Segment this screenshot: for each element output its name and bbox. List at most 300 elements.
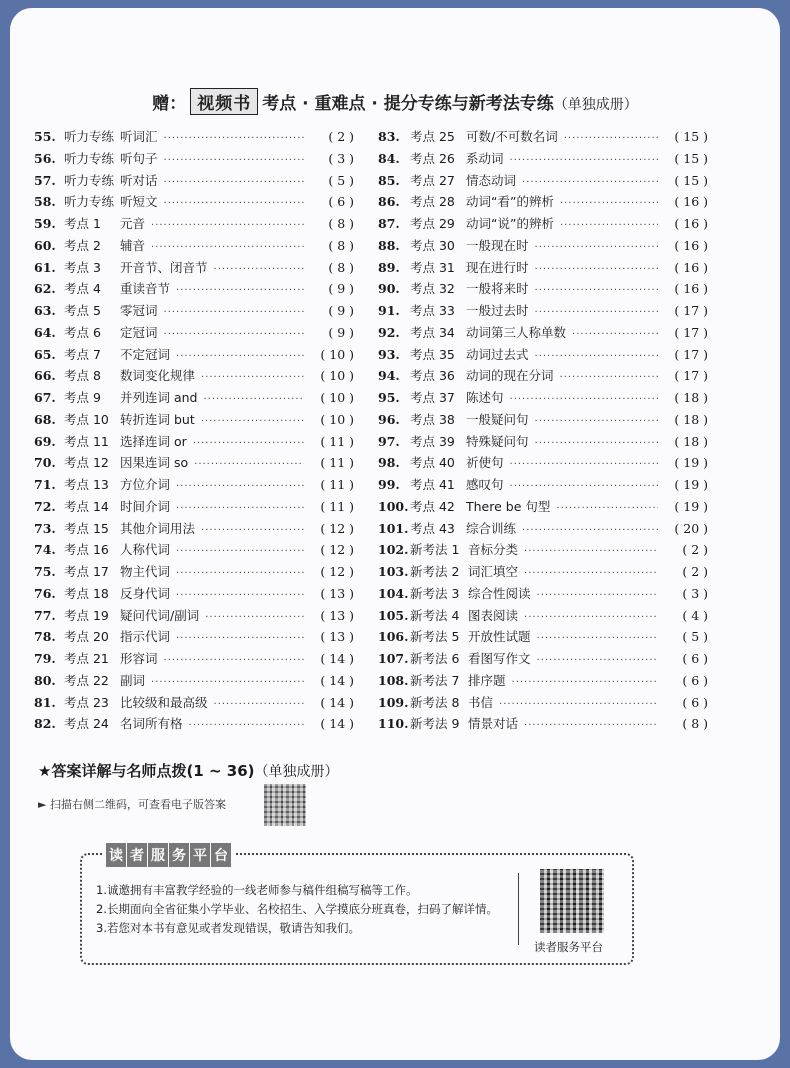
toc-section: 新考法 4 bbox=[410, 607, 460, 623]
toc-page: ( 16 ) bbox=[674, 259, 708, 275]
toc-section: 考点 37 bbox=[410, 390, 455, 405]
toc-number: 67. bbox=[34, 390, 56, 405]
toc-number: 97. bbox=[378, 433, 400, 449]
toc-leader-dots bbox=[535, 237, 658, 259]
service-title-char: 平 bbox=[190, 843, 210, 867]
toc-title: 并列连词 and bbox=[120, 390, 198, 405]
toc-leader-dots bbox=[499, 694, 658, 716]
toc-leader-dots bbox=[510, 150, 658, 172]
toc-page: ( 4 ) bbox=[682, 607, 708, 623]
toc-leader-dots bbox=[205, 607, 304, 629]
toc-number: 78. bbox=[34, 629, 56, 645]
toc-section: 考点 18 bbox=[64, 585, 109, 601]
toc-page: ( 8 ) bbox=[328, 237, 354, 253]
toc-number: 81. bbox=[34, 694, 56, 710]
toc-row bbox=[378, 605, 708, 627]
toc-title: 综合性阅读 bbox=[468, 585, 531, 601]
toc-row bbox=[34, 561, 354, 583]
toc-number: 109. bbox=[378, 694, 409, 710]
toc-title: There be 句型 bbox=[466, 498, 551, 514]
toc-section: 听力专练 bbox=[64, 194, 115, 210]
toc-title: 名词所有格 bbox=[120, 716, 183, 732]
toc-section: 新考法 1 bbox=[410, 542, 460, 558]
toc-title: 综合训练 bbox=[466, 520, 517, 536]
toc-leader-dots bbox=[510, 454, 658, 476]
toc-page: ( 9 ) bbox=[328, 303, 354, 318]
toc-leader-dots bbox=[193, 433, 304, 455]
toc-page: ( 8 ) bbox=[328, 216, 354, 231]
toc-page: ( 17 ) bbox=[674, 346, 708, 362]
toc-title: 数词变化规律 bbox=[120, 368, 196, 384]
toc-row bbox=[378, 191, 708, 213]
toc-number: 86. bbox=[378, 194, 400, 210]
toc-page: ( 10 ) bbox=[320, 346, 354, 362]
toc-leader-dots bbox=[164, 302, 304, 324]
toc-number: 62. bbox=[34, 281, 56, 297]
toc-leader-dots bbox=[164, 324, 304, 346]
toc-number: 96. bbox=[378, 411, 400, 427]
toc-row bbox=[378, 670, 708, 692]
toc-number: 77. bbox=[34, 607, 56, 623]
toc-row bbox=[34, 713, 354, 735]
toc-page: ( 15 ) bbox=[674, 172, 708, 188]
toc-title: 动词“说”的辨析 bbox=[466, 216, 554, 231]
toc-page: ( 13 ) bbox=[320, 585, 354, 601]
toc-section: 考点 33 bbox=[410, 303, 455, 318]
toc-page: ( 14 ) bbox=[320, 651, 354, 666]
toc-leader-dots bbox=[164, 193, 304, 215]
toc-number: 91. bbox=[378, 303, 400, 318]
toc-title: 元音 bbox=[120, 216, 146, 231]
toc-leader-dots bbox=[189, 715, 304, 737]
toc-page: ( 13 ) bbox=[320, 607, 354, 623]
toc-row bbox=[34, 474, 354, 496]
toc-title: 物主代词 bbox=[120, 564, 171, 579]
toc-section: 考点 7 bbox=[64, 346, 101, 362]
toc-row bbox=[34, 583, 354, 605]
toc-title: 人称代词 bbox=[120, 542, 171, 558]
toc-row bbox=[34, 539, 354, 561]
toc-leader-dots bbox=[524, 541, 658, 563]
toc-page: ( 10 ) bbox=[320, 390, 354, 405]
toc-section: 新考法 3 bbox=[410, 585, 460, 601]
toc-page: ( 16 ) bbox=[674, 194, 708, 210]
toc-title: 书信 bbox=[468, 694, 494, 710]
toc-row bbox=[378, 213, 708, 235]
toc-page: ( 19 ) bbox=[674, 498, 708, 514]
toc-row bbox=[378, 387, 708, 409]
toc-leader-dots bbox=[176, 585, 304, 607]
toc-row bbox=[34, 670, 354, 692]
toc-page: ( 19 ) bbox=[674, 455, 708, 471]
toc-row bbox=[378, 257, 708, 279]
toc-row bbox=[34, 431, 354, 453]
toc-section: 考点 6 bbox=[64, 324, 101, 340]
toc-title: 零冠词 bbox=[120, 303, 158, 318]
toc-number: 100. bbox=[378, 498, 409, 514]
toc-number: 82. bbox=[34, 716, 56, 732]
toc-leader-dots bbox=[524, 563, 658, 585]
toc-row bbox=[34, 170, 354, 192]
toc-number: 94. bbox=[378, 368, 400, 384]
answers-note: （单独成册） bbox=[254, 764, 339, 780]
toc-title: 现在进行时 bbox=[466, 259, 529, 275]
toc-title: 一般疑问句 bbox=[466, 411, 529, 427]
toc-leader-dots bbox=[510, 476, 658, 498]
toc-section: 考点 4 bbox=[64, 281, 101, 297]
toc-title: 听对话 bbox=[120, 172, 158, 188]
toc-section: 考点 21 bbox=[64, 651, 109, 666]
toc-leader-dots bbox=[512, 672, 658, 694]
toc-number: 107. bbox=[378, 651, 409, 666]
toc-page: ( 6 ) bbox=[328, 194, 354, 210]
toc-left-column bbox=[34, 126, 354, 735]
toc-number: 72. bbox=[34, 498, 56, 514]
toc-title: 开音节、闭音节 bbox=[120, 259, 208, 275]
toc-number: 70. bbox=[34, 455, 56, 471]
toc-page: ( 18 ) bbox=[674, 433, 708, 449]
toc-title: 动词过去式 bbox=[466, 346, 529, 362]
toc-page: ( 12 ) bbox=[320, 564, 354, 579]
toc-number: 83. bbox=[378, 129, 400, 144]
toc-leader-dots bbox=[176, 498, 304, 520]
toc-leader-dots bbox=[535, 346, 658, 368]
toc-row bbox=[378, 648, 708, 670]
toc-section: 考点 27 bbox=[410, 172, 455, 188]
toc-number: 93. bbox=[378, 346, 400, 362]
toc-row bbox=[34, 278, 354, 300]
toc-number: 74. bbox=[34, 542, 56, 558]
toc-row bbox=[378, 692, 708, 714]
toc-section: 考点 42 bbox=[410, 498, 455, 514]
toc-title: 听短文 bbox=[120, 194, 158, 210]
toc-page: ( 2 ) bbox=[328, 129, 354, 144]
toc-number: 66. bbox=[34, 368, 56, 384]
toc-page: ( 9 ) bbox=[328, 324, 354, 340]
toc-section: 新考法 5 bbox=[410, 629, 460, 645]
toc-section: 听力专练 bbox=[64, 129, 115, 144]
toc-number: 90. bbox=[378, 281, 400, 297]
toc-page: ( 14 ) bbox=[320, 672, 354, 688]
toc-number: 69. bbox=[34, 433, 56, 449]
toc-leader-dots bbox=[176, 541, 304, 563]
toc-leader-dots bbox=[524, 715, 658, 737]
toc-row bbox=[378, 322, 708, 344]
toc-number: 79. bbox=[34, 651, 56, 666]
toc-row bbox=[34, 626, 354, 648]
toc-leader-dots bbox=[214, 259, 304, 281]
toc-leader-dots bbox=[151, 237, 304, 259]
toc-number: 63. bbox=[34, 303, 56, 318]
service-qr-code[interactable] bbox=[540, 869, 604, 933]
header-title: 考点 · 重难点 · 提分专练与新考法专练 bbox=[262, 94, 554, 114]
toc-number: 68. bbox=[34, 411, 56, 427]
toc-section: 考点 15 bbox=[64, 520, 109, 536]
gift-header bbox=[10, 88, 780, 115]
header-prefix: 赠： bbox=[152, 94, 187, 114]
toc-row bbox=[34, 365, 354, 387]
toc-number: 58. bbox=[34, 194, 56, 210]
toc-page: ( 2 ) bbox=[682, 564, 708, 579]
toc-row bbox=[34, 518, 354, 540]
toc-number: 56. bbox=[34, 150, 56, 166]
toc-title: 疑问代词/副词 bbox=[120, 607, 200, 623]
toc-leader-dots bbox=[556, 498, 658, 520]
toc-title: 副词 bbox=[120, 672, 146, 688]
toc-section: 考点 30 bbox=[410, 237, 455, 253]
toc-page: ( 11 ) bbox=[320, 455, 354, 471]
toc-title: 不定冠词 bbox=[120, 346, 171, 362]
toc-leader-dots bbox=[164, 150, 304, 172]
toc-row bbox=[378, 452, 708, 474]
toc-title: 辅音 bbox=[120, 237, 146, 253]
toc-leader-dots bbox=[537, 650, 658, 672]
page bbox=[10, 8, 780, 1060]
toc-section: 新考法 7 bbox=[410, 672, 460, 688]
toc-section: 考点 19 bbox=[64, 607, 109, 623]
toc-page: ( 10 ) bbox=[320, 368, 354, 384]
answers-qr-code[interactable] bbox=[264, 784, 306, 826]
toc-page: ( 14 ) bbox=[320, 716, 354, 732]
toc-section: 考点 41 bbox=[410, 477, 455, 492]
toc-title: 动词第三人称单数 bbox=[466, 324, 567, 340]
toc-section: 考点 25 bbox=[410, 129, 455, 144]
toc-section: 考点 5 bbox=[64, 303, 101, 318]
toc-row bbox=[378, 148, 708, 170]
toc-number: 103. bbox=[378, 564, 409, 579]
toc-title: 情景对话 bbox=[468, 716, 519, 732]
toc-section: 考点 32 bbox=[410, 281, 455, 297]
toc-page: ( 8 ) bbox=[328, 259, 354, 275]
toc-row bbox=[378, 539, 708, 561]
toc-title: 陈述句 bbox=[466, 390, 504, 405]
toc-number: 105. bbox=[378, 607, 409, 623]
toc-section: 考点 13 bbox=[64, 477, 109, 492]
toc-leader-dots bbox=[164, 650, 304, 672]
toc-leader-dots bbox=[176, 280, 304, 302]
toc-section: 听力专练 bbox=[64, 172, 115, 188]
toc-section: 考点 17 bbox=[64, 564, 109, 579]
toc-leader-dots bbox=[201, 520, 304, 542]
toc-leader-dots bbox=[535, 259, 658, 281]
toc-title: 开放性试题 bbox=[468, 629, 531, 645]
toc-page: ( 16 ) bbox=[674, 237, 708, 253]
service-title-char: 者 bbox=[127, 843, 147, 867]
toc-number: 76. bbox=[34, 585, 56, 601]
toc-section: 考点 8 bbox=[64, 368, 101, 384]
toc-leader-dots bbox=[151, 215, 304, 237]
toc-row bbox=[378, 126, 708, 148]
toc-page: ( 3 ) bbox=[328, 150, 354, 166]
toc-leader-dots bbox=[535, 302, 658, 324]
service-title-char: 台 bbox=[211, 843, 231, 867]
toc-row bbox=[378, 713, 708, 735]
toc-page: ( 18 ) bbox=[674, 390, 708, 405]
answers-title: ★答案详解与名师点拨(1 ~ 36) bbox=[38, 762, 255, 780]
toc-title: 比较级和最高级 bbox=[120, 694, 208, 710]
toc-number: 92. bbox=[378, 324, 400, 340]
toc-row bbox=[378, 300, 708, 322]
toc-leader-dots bbox=[201, 367, 304, 389]
toc-section: 新考法 9 bbox=[410, 716, 460, 732]
toc-page: ( 15 ) bbox=[674, 150, 708, 166]
toc-row bbox=[378, 235, 708, 257]
toc-section: 考点 28 bbox=[410, 194, 455, 210]
toc-page: ( 5 ) bbox=[328, 172, 354, 188]
toc-row bbox=[34, 191, 354, 213]
toc-number: 64. bbox=[34, 324, 56, 340]
toc-leader-dots bbox=[535, 411, 658, 433]
toc-page: ( 9 ) bbox=[328, 281, 354, 297]
toc-row bbox=[378, 431, 708, 453]
toc-page: ( 3 ) bbox=[682, 585, 708, 601]
toc-page: ( 16 ) bbox=[674, 216, 708, 231]
toc-page: ( 15 ) bbox=[674, 129, 708, 144]
toc-title: 看图写作文 bbox=[468, 651, 531, 666]
toc-leader-dots bbox=[537, 628, 658, 650]
toc-section: 考点 10 bbox=[64, 411, 109, 427]
toc-row bbox=[378, 365, 708, 387]
toc-row bbox=[378, 583, 708, 605]
toc-title: 感叹句 bbox=[466, 477, 504, 492]
toc-number: 75. bbox=[34, 564, 56, 579]
toc-leader-dots bbox=[510, 389, 658, 411]
toc-row bbox=[34, 148, 354, 170]
toc-title: 一般过去时 bbox=[466, 303, 529, 318]
toc-page: ( 11 ) bbox=[320, 433, 354, 449]
service-item-2: 2.长期面向全省征集小学毕业、名校招生、入学摸底分班真卷，扫码了解详情。 bbox=[96, 902, 498, 916]
toc-section: 考点 31 bbox=[410, 259, 455, 275]
toc-title: 定冠词 bbox=[120, 324, 158, 340]
toc-title: 动词“看”的辨析 bbox=[466, 194, 554, 210]
toc-number: 98. bbox=[378, 455, 400, 471]
service-title-char: 服 bbox=[148, 843, 168, 867]
toc-page: ( 2 ) bbox=[682, 542, 708, 558]
toc-row bbox=[34, 344, 354, 366]
toc-number: 60. bbox=[34, 237, 56, 253]
toc-title: 情态动词 bbox=[466, 172, 517, 188]
toc-page: ( 6 ) bbox=[682, 694, 708, 710]
toc-title: 系动词 bbox=[466, 150, 504, 166]
toc-row bbox=[378, 518, 708, 540]
toc-page: ( 10 ) bbox=[320, 411, 354, 427]
toc-row bbox=[34, 496, 354, 518]
toc-row bbox=[34, 213, 354, 235]
toc-number: 59. bbox=[34, 216, 56, 231]
toc-page: ( 11 ) bbox=[320, 498, 354, 514]
toc-number: 61. bbox=[34, 259, 56, 275]
toc-leader-dots bbox=[176, 476, 304, 498]
header-note: （单独成册） bbox=[553, 97, 638, 113]
toc-leader-dots bbox=[201, 411, 304, 433]
toc-number: 65. bbox=[34, 346, 56, 362]
toc-section: 考点 1 bbox=[64, 216, 101, 231]
video-book-tag: 视频书 bbox=[190, 88, 258, 115]
toc-leader-dots bbox=[164, 128, 304, 150]
toc-leader-dots bbox=[522, 520, 658, 542]
service-qr-label: 读者服务平台 bbox=[534, 940, 603, 954]
toc-title: 动词的现在分词 bbox=[466, 368, 554, 384]
toc-title: 特殊疑问句 bbox=[466, 433, 529, 449]
toc-leader-dots bbox=[524, 607, 658, 629]
toc-row bbox=[378, 626, 708, 648]
answers-section-title bbox=[38, 760, 338, 781]
toc-right-column bbox=[378, 126, 708, 735]
toc-section: 新考法 6 bbox=[410, 651, 460, 666]
toc-title: 因果连词 so bbox=[120, 455, 189, 471]
toc-row bbox=[34, 692, 354, 714]
toc-leader-dots bbox=[535, 280, 658, 302]
toc-row bbox=[34, 322, 354, 344]
toc-section: 考点 11 bbox=[64, 433, 109, 449]
toc-number: 106. bbox=[378, 629, 409, 645]
service-item-3: 3.若您对本书有意见或者发现错误，敬请告知我们。 bbox=[96, 921, 360, 935]
toc-number: 108. bbox=[378, 672, 409, 688]
toc-number: 104. bbox=[378, 585, 409, 601]
toc-page: ( 17 ) bbox=[674, 303, 708, 318]
toc-section: 听力专练 bbox=[64, 150, 115, 166]
toc-title: 祈使句 bbox=[466, 455, 504, 471]
toc-section: 考点 34 bbox=[410, 324, 455, 340]
toc-title: 一般将来时 bbox=[466, 281, 529, 297]
toc-leader-dots bbox=[214, 694, 304, 716]
toc-title: 可数/不可数名词 bbox=[466, 129, 558, 144]
toc-page: ( 6 ) bbox=[682, 651, 708, 666]
toc-number: 55. bbox=[34, 129, 56, 144]
toc-title: 重读音节 bbox=[120, 281, 171, 297]
toc-number: 99. bbox=[378, 477, 400, 492]
toc-title: 图表阅读 bbox=[468, 607, 519, 623]
toc-title: 选择连词 or bbox=[120, 433, 187, 449]
toc-row bbox=[34, 387, 354, 409]
toc-leader-dots bbox=[176, 563, 304, 585]
toc-number: 95. bbox=[378, 390, 400, 405]
toc-leader-dots bbox=[176, 628, 304, 650]
toc-page: ( 20 ) bbox=[674, 520, 708, 536]
reader-service-title bbox=[102, 843, 235, 867]
toc-title: 其他介词用法 bbox=[120, 520, 196, 536]
toc-number: 84. bbox=[378, 150, 400, 166]
toc-number: 80. bbox=[34, 672, 56, 688]
toc-section: 考点 35 bbox=[410, 346, 455, 362]
toc-title: 形容词 bbox=[120, 651, 158, 666]
toc-row bbox=[34, 235, 354, 257]
toc-title: 排序题 bbox=[468, 672, 506, 688]
toc-row bbox=[378, 344, 708, 366]
toc-section: 考点 24 bbox=[64, 716, 109, 732]
toc-page: ( 5 ) bbox=[682, 629, 708, 645]
toc-title: 音标分类 bbox=[468, 542, 519, 558]
toc-row bbox=[378, 561, 708, 583]
scan-instruction: ► 扫描右侧二维码，可查看电子版答案 bbox=[38, 798, 226, 811]
toc-page: ( 19 ) bbox=[674, 477, 708, 492]
toc-row bbox=[34, 605, 354, 627]
service-divider bbox=[518, 873, 519, 945]
toc-row bbox=[378, 170, 708, 192]
toc-title: 指示代词 bbox=[120, 629, 171, 645]
toc-section: 考点 9 bbox=[64, 390, 101, 405]
toc-page: ( 12 ) bbox=[320, 520, 354, 536]
toc-section: 考点 38 bbox=[410, 411, 455, 427]
toc-leader-dots bbox=[560, 193, 658, 215]
toc-leader-dots bbox=[535, 433, 658, 455]
toc-row bbox=[34, 126, 354, 148]
toc-section: 新考法 2 bbox=[410, 564, 460, 579]
service-item-1: 1.诚邀拥有丰富教学经验的一线老师参与稿件组稿写稿等工作。 bbox=[96, 883, 418, 897]
toc-leader-dots bbox=[176, 346, 304, 368]
reader-service-box bbox=[80, 848, 634, 965]
toc-section: 考点 3 bbox=[64, 259, 101, 275]
